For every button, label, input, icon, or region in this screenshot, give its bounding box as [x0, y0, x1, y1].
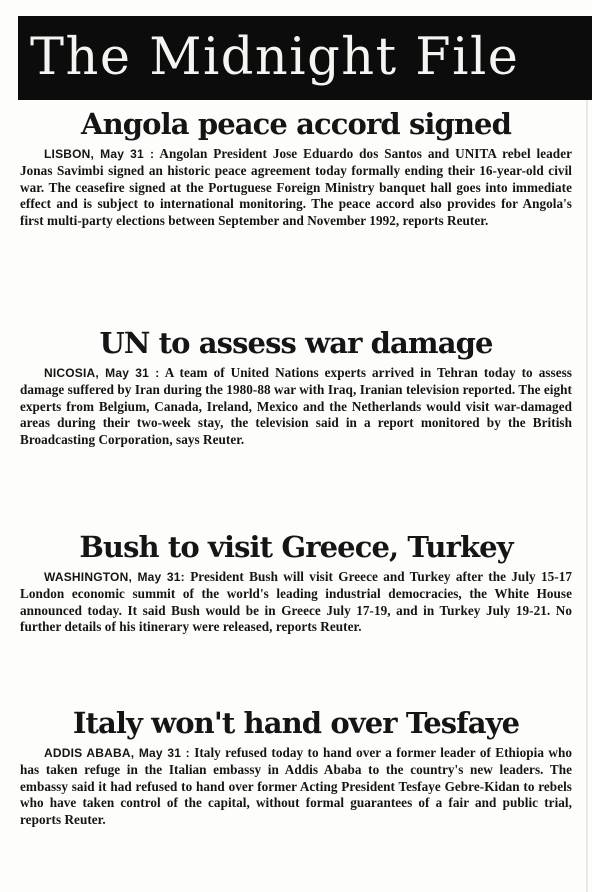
article-dateline: ADDIS ABABA, May 31 : — [44, 746, 190, 760]
article-headline: Italy won't hand over Tesfaye — [72, 706, 520, 740]
article-body — [20, 365, 572, 449]
article-body — [20, 569, 572, 636]
article-italy-tesfaye — [20, 703, 572, 829]
article-un-war-damage — [20, 323, 572, 449]
masthead-title: The Midnight File — [30, 28, 520, 87]
article-dateline: WASHINGTON, May 31: — [44, 570, 185, 584]
article-bush-visit — [20, 527, 572, 636]
article-headline: Bush to visit Greece, Turkey — [79, 530, 513, 564]
article-body — [20, 745, 572, 829]
masthead-banner — [18, 16, 592, 100]
article-dateline: NICOSIA, May 31 : — [44, 366, 160, 380]
article-headline: UN to assess war damage — [99, 326, 493, 360]
article-text: Italy refused today to hand over a former leader of Ethiopia who has taken refuge in the Italian embassy in Addis Ababa to the country's new leaders. The embassy said it had refused to hand over former Acting President Tesfaye Gebre-Kidan to rebels who have taken control of the capital, without formal guarantees of a fair and public trial, reports Reuter. — [20, 745, 572, 828]
article-headline: Angola peace accord signed — [81, 107, 511, 141]
article-dateline: LISBON, May 31 : — [44, 147, 155, 161]
page-edge-divider — [586, 100, 588, 892]
article-text: Angolan President Jose Eduardo dos Santos and UNITA rebel leader Jonas Savimbi signed an historic peace agreement today formally ending their 16-year-old civil war. The ceasefire signed at the Portuguese Foreign Ministry banquet hall goes into immediate effect and is subject to international monitoring. The peace accord also provides for Angola's first multi-party elections between September and November 1992, reports Reuter. — [20, 146, 573, 229]
article-text: A team of United Nations experts arrived in Tehran today to assess damage suffered by Iran during the 1980-88 war with Iraq, Iranian television reported. The eight experts from Belgium, Canada, Ireland, Mexico and the Netherlands would visit war-damaged areas during their two-week stay, the television said in a report monitored by the British Broadcasting Corporation, says Reuter. — [20, 365, 572, 448]
article-body — [20, 146, 572, 230]
article-angola — [20, 104, 572, 230]
article-text: President Bush will visit Greece and Turkey after the July 15-17 London economic summit of the world's leading industrial democracies, the White House announced today. It said Bush would be in Greece July 17-19, and in Turkey July 19-21. No further details of his itinerary were released, reports Reuter. — [20, 569, 572, 635]
